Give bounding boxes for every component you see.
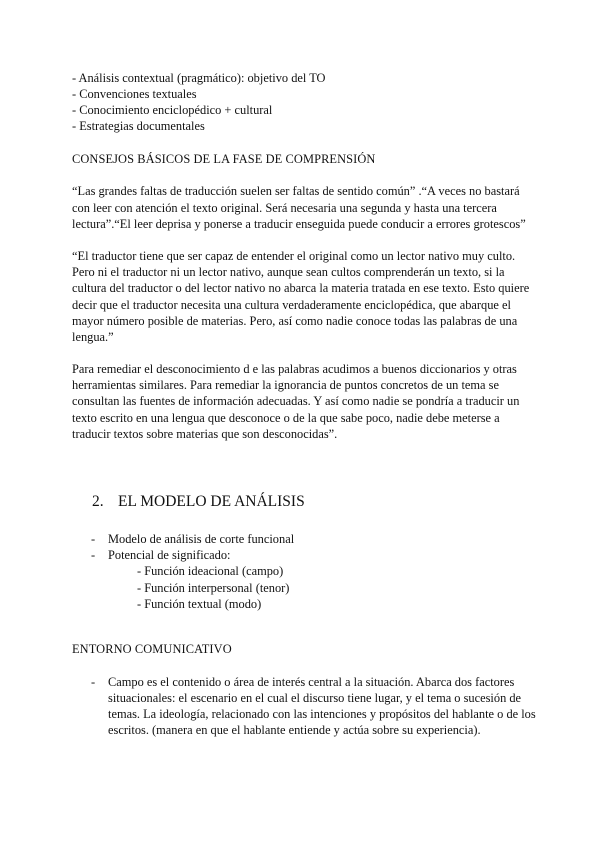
intro-list-item-2: - Convenciones textuales: [72, 87, 197, 101]
quote1-line-1: “Las grandes faltas de traducción suelen ser faltas de sentido común” .“A veces no bastará: [72, 184, 520, 198]
modelo-subitem-3: - Función textual (modo): [137, 597, 262, 611]
entorno-item-line-1: Campo es el contenido o área de interés central a la situación. Abarca dos factores: [108, 675, 515, 689]
modelo-item-2: Potencial de significado:: [108, 548, 231, 562]
modelo-subitem-1: - Función ideacional (campo): [137, 564, 284, 578]
paragraph-line-5: traducir textos sobre materias que son desconocidas”.: [72, 427, 338, 441]
quote2-line-5: mayor número posible de materias. Pero, así como nadie conoce todas las palabras de una: [72, 314, 518, 328]
modelo-item-1-dash: -: [91, 532, 96, 546]
entorno-heading: ENTORNO COMUNICATIVO: [72, 642, 232, 656]
modelo-section-number: 2.: [92, 493, 104, 510]
paragraph-line-1: Para remediar el desconocimiento d e las palabras acudimos a buenos diccionarios y otras: [72, 362, 517, 376]
intro-list-item-1: - Análisis contextual (pragmático): objetivo del TO: [72, 71, 326, 85]
paragraph-line-3: consultan las fuentes de información adecuadas. Y así como nadie se pondría a traducir un: [72, 394, 520, 408]
quote1-line-3: lectura”.“El leer deprisa y ponerse a traducir enseguida puede conducir a errores grotescos”: [72, 217, 526, 231]
quote2-line-4: decir que el traductor necesita una cultura verdaderamente enciclopédica, que abarque el: [72, 298, 511, 312]
entorno-item-line-3: temas. La ideología, relacionado con las intenciones y propósitos del hablante o de los: [108, 707, 536, 721]
quote2-line-1: “El traductor tiene que ser capaz de entender el original como un lector nativo muy culto.: [72, 249, 516, 263]
consejos-heading: CONSEJOS BÁSICOS DE LA FASE DE COMPRENSIÓN: [72, 152, 376, 166]
entorno-item-dash: -: [91, 675, 96, 689]
modelo-heading: EL MODELO DE ANÁLISIS: [118, 493, 305, 510]
intro-list-item-3: - Conocimiento enciclopédico + cultural: [72, 103, 273, 117]
quote2-line-6: lengua.”: [72, 330, 114, 344]
intro-list-item-4: - Estrategias documentales: [72, 119, 205, 133]
quote1-line-2: con leer con atención el texto original. Será necesaria una segunda y hasta una tercera: [72, 201, 497, 215]
modelo-item-1: Modelo de análisis de corte funcional: [108, 532, 295, 546]
entorno-item-line-4: escritos. (manera en que el hablante entiende y actúa sobre su experiencia).: [108, 723, 481, 737]
quote2-line-2: Pero ni el traductor ni un lector nativo, aunque sean cultos comprenderán un texto, si la: [72, 265, 505, 279]
modelo-subitem-2: - Función interpersonal (tenor): [137, 581, 290, 595]
quote2-line-3: cultura del traductor o del lector nativo no abarca la materia tratada en ese texto. Esto quiere: [72, 281, 530, 295]
paragraph-line-4: texto escrito en una lengua que desconoce o de la que sabe poco, nadie debe meterse a: [72, 411, 500, 425]
modelo-item-2-dash: -: [91, 548, 96, 562]
entorno-item-line-2: situacionales: el escenario en el cual el discurso tiene lugar, y el tema o sucesión de: [108, 691, 522, 705]
paragraph-line-2: herramientas similares. Para remediar la ignorancia de puntos concretos de un tema se: [72, 378, 499, 392]
